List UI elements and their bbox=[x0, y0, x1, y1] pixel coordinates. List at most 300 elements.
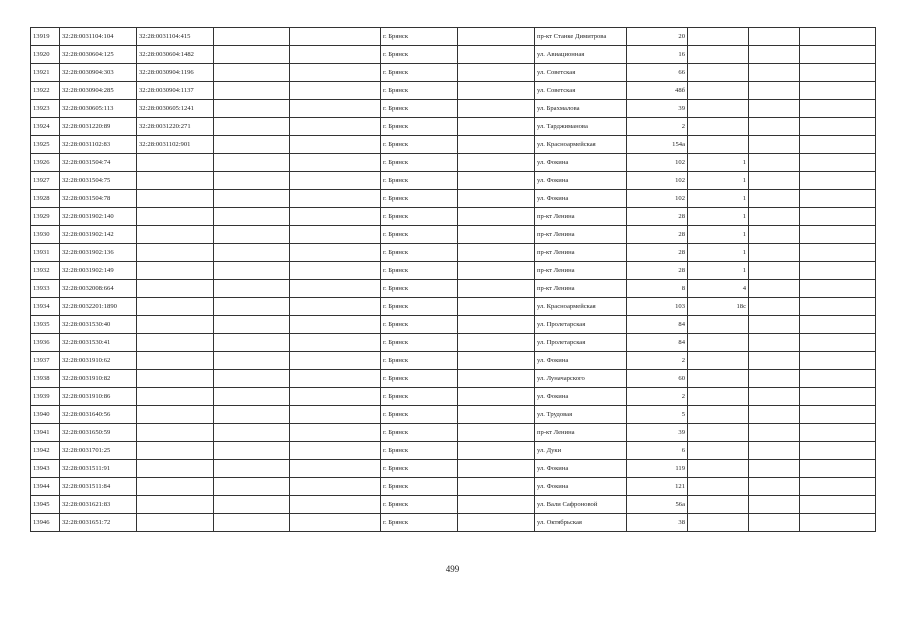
table-row bbox=[31, 118, 876, 136]
empty-cell bbox=[749, 172, 800, 190]
empty-cell bbox=[749, 316, 800, 334]
empty-cell bbox=[458, 46, 535, 64]
house-number-cell: 28 bbox=[627, 208, 688, 226]
building-number-cell bbox=[688, 388, 749, 406]
empty-cell bbox=[290, 64, 381, 82]
empty-cell bbox=[214, 352, 290, 370]
empty-cell bbox=[290, 442, 381, 460]
cadastral-number-cell: 32:28:0031504:78 bbox=[60, 190, 137, 208]
street-cell: пр-кт Ленина bbox=[535, 244, 627, 262]
building-number-cell bbox=[688, 118, 749, 136]
record-number-cell: 13929 bbox=[31, 208, 60, 226]
empty-cell bbox=[290, 478, 381, 496]
empty-cell bbox=[458, 28, 535, 46]
street-cell: ул. Красноармейская bbox=[535, 136, 627, 154]
street-cell: пр-кт Ленина bbox=[535, 226, 627, 244]
previous-cadastral-number-cell bbox=[137, 334, 214, 352]
previous-cadastral-number-cell bbox=[137, 298, 214, 316]
table-row bbox=[31, 244, 876, 262]
empty-cell bbox=[458, 406, 535, 424]
cadastral-number-cell: 32:28:0031102:83 bbox=[60, 136, 137, 154]
cadastral-number-cell: 32:28:0031650:59 bbox=[60, 424, 137, 442]
cadastral-number-cell: 32:28:0030904:303 bbox=[60, 64, 137, 82]
registry-sheet bbox=[30, 27, 875, 532]
empty-cell bbox=[800, 370, 876, 388]
street-cell: ул. Советская bbox=[535, 82, 627, 100]
building-number-cell bbox=[688, 514, 749, 532]
house-number-cell: 28 bbox=[627, 262, 688, 280]
building-number-cell: 4 bbox=[688, 280, 749, 298]
table-row bbox=[31, 100, 876, 118]
empty-cell bbox=[749, 208, 800, 226]
street-cell: пр-кт Ленина bbox=[535, 262, 627, 280]
street-cell: ул. Фокина bbox=[535, 478, 627, 496]
empty-cell bbox=[800, 100, 876, 118]
empty-cell bbox=[290, 208, 381, 226]
empty-cell bbox=[800, 28, 876, 46]
empty-cell bbox=[749, 478, 800, 496]
empty-cell bbox=[290, 316, 381, 334]
empty-cell bbox=[290, 226, 381, 244]
table-row bbox=[31, 334, 876, 352]
empty-cell bbox=[290, 46, 381, 64]
registry-rows bbox=[31, 28, 876, 532]
empty-cell bbox=[290, 82, 381, 100]
empty-cell bbox=[800, 334, 876, 352]
previous-cadastral-number-cell: 32:28:0030604:1482 bbox=[137, 46, 214, 64]
previous-cadastral-number-cell bbox=[137, 514, 214, 532]
empty-cell bbox=[290, 352, 381, 370]
previous-cadastral-number-cell bbox=[137, 208, 214, 226]
city-cell: г. Брянск bbox=[381, 118, 458, 136]
previous-cadastral-number-cell bbox=[137, 496, 214, 514]
empty-cell bbox=[458, 496, 535, 514]
cadastral-number-cell: 32:28:0031701:25 bbox=[60, 442, 137, 460]
empty-cell bbox=[290, 118, 381, 136]
empty-cell bbox=[800, 280, 876, 298]
empty-cell bbox=[458, 514, 535, 532]
empty-cell bbox=[290, 136, 381, 154]
empty-cell bbox=[290, 28, 381, 46]
empty-cell bbox=[800, 226, 876, 244]
city-cell: г. Брянск bbox=[381, 298, 458, 316]
record-number-cell: 13940 bbox=[31, 406, 60, 424]
previous-cadastral-number-cell bbox=[137, 280, 214, 298]
empty-cell bbox=[800, 514, 876, 532]
empty-cell bbox=[214, 442, 290, 460]
record-number-cell: 13930 bbox=[31, 226, 60, 244]
table-row bbox=[31, 28, 876, 46]
city-cell: г. Брянск bbox=[381, 46, 458, 64]
empty-cell bbox=[214, 244, 290, 262]
empty-cell bbox=[290, 262, 381, 280]
empty-cell bbox=[214, 316, 290, 334]
house-number-cell: 48б bbox=[627, 82, 688, 100]
empty-cell bbox=[800, 208, 876, 226]
city-cell: г. Брянск bbox=[381, 424, 458, 442]
empty-cell bbox=[749, 136, 800, 154]
building-number-cell: 1 bbox=[688, 244, 749, 262]
house-number-cell: 16 bbox=[627, 46, 688, 64]
cadastral-number-cell: 32:28:0031902:142 bbox=[60, 226, 137, 244]
empty-cell bbox=[214, 154, 290, 172]
city-cell: г. Брянск bbox=[381, 316, 458, 334]
empty-cell bbox=[800, 316, 876, 334]
record-number-cell: 13922 bbox=[31, 82, 60, 100]
record-number-cell: 13924 bbox=[31, 118, 60, 136]
table-row bbox=[31, 280, 876, 298]
house-number-cell: 102 bbox=[627, 154, 688, 172]
empty-cell bbox=[800, 154, 876, 172]
record-number-cell: 13934 bbox=[31, 298, 60, 316]
empty-cell bbox=[290, 244, 381, 262]
empty-cell bbox=[458, 64, 535, 82]
table-row bbox=[31, 388, 876, 406]
house-number-cell: 102 bbox=[627, 190, 688, 208]
cadastral-number-cell: 32:28:0031902:149 bbox=[60, 262, 137, 280]
table-row bbox=[31, 46, 876, 64]
cadastral-number-cell: 32:28:0031511:91 bbox=[60, 460, 137, 478]
empty-cell bbox=[458, 82, 535, 100]
empty-cell bbox=[458, 118, 535, 136]
city-cell: г. Брянск bbox=[381, 496, 458, 514]
street-cell: ул. Луначарского bbox=[535, 370, 627, 388]
empty-cell bbox=[458, 190, 535, 208]
empty-cell bbox=[749, 100, 800, 118]
record-number-cell: 13931 bbox=[31, 244, 60, 262]
city-cell: г. Брянск bbox=[381, 370, 458, 388]
empty-cell bbox=[458, 442, 535, 460]
house-number-cell: 2 bbox=[627, 352, 688, 370]
previous-cadastral-number-cell bbox=[137, 406, 214, 424]
empty-cell bbox=[800, 406, 876, 424]
empty-cell bbox=[749, 388, 800, 406]
building-number-cell: 1 bbox=[688, 226, 749, 244]
city-cell: г. Брянск bbox=[381, 280, 458, 298]
empty-cell bbox=[214, 460, 290, 478]
previous-cadastral-number-cell bbox=[137, 244, 214, 262]
cadastral-number-cell: 32:28:0032008:664 bbox=[60, 280, 137, 298]
previous-cadastral-number-cell bbox=[137, 172, 214, 190]
city-cell: г. Брянск bbox=[381, 244, 458, 262]
record-number-cell: 13936 bbox=[31, 334, 60, 352]
empty-cell bbox=[290, 370, 381, 388]
empty-cell bbox=[214, 208, 290, 226]
cadastral-number-cell: 32:28:0031621:83 bbox=[60, 496, 137, 514]
street-cell: ул. Дуки bbox=[535, 442, 627, 460]
empty-cell bbox=[290, 190, 381, 208]
table-row bbox=[31, 226, 876, 244]
building-number-cell bbox=[688, 352, 749, 370]
street-cell: ул. Брахмалова bbox=[535, 100, 627, 118]
record-number-cell: 13942 bbox=[31, 442, 60, 460]
street-cell: пр-кт Ленина bbox=[535, 424, 627, 442]
building-number-cell bbox=[688, 64, 749, 82]
city-cell: г. Брянск bbox=[381, 82, 458, 100]
empty-cell bbox=[458, 244, 535, 262]
empty-cell bbox=[290, 496, 381, 514]
empty-cell bbox=[214, 190, 290, 208]
empty-cell bbox=[800, 388, 876, 406]
house-number-cell: 121 bbox=[627, 478, 688, 496]
street-cell: ул. Красноармейская bbox=[535, 298, 627, 316]
building-number-cell bbox=[688, 46, 749, 64]
table-row bbox=[31, 208, 876, 226]
empty-cell bbox=[214, 100, 290, 118]
empty-cell bbox=[214, 82, 290, 100]
empty-cell bbox=[458, 316, 535, 334]
table-row bbox=[31, 352, 876, 370]
empty-cell bbox=[290, 406, 381, 424]
street-cell: ул. Фокина bbox=[535, 172, 627, 190]
empty-cell bbox=[214, 424, 290, 442]
empty-cell bbox=[800, 136, 876, 154]
building-number-cell bbox=[688, 136, 749, 154]
empty-cell bbox=[749, 424, 800, 442]
street-cell: ул. Вали Сафроновой bbox=[535, 496, 627, 514]
building-number-cell bbox=[688, 478, 749, 496]
city-cell: г. Брянск bbox=[381, 28, 458, 46]
record-number-cell: 13943 bbox=[31, 460, 60, 478]
empty-cell bbox=[458, 388, 535, 406]
street-cell: ул. Фокина bbox=[535, 352, 627, 370]
previous-cadastral-number-cell bbox=[137, 388, 214, 406]
previous-cadastral-number-cell: 32:28:0030605:1241 bbox=[137, 100, 214, 118]
previous-cadastral-number-cell bbox=[137, 190, 214, 208]
empty-cell bbox=[800, 478, 876, 496]
empty-cell bbox=[749, 496, 800, 514]
record-number-cell: 13927 bbox=[31, 172, 60, 190]
empty-cell bbox=[749, 514, 800, 532]
table-row bbox=[31, 406, 876, 424]
street-cell: ул. Октябрьская bbox=[535, 514, 627, 532]
city-cell: г. Брянск bbox=[381, 460, 458, 478]
house-number-cell: 2 bbox=[627, 388, 688, 406]
record-number-cell: 13946 bbox=[31, 514, 60, 532]
empty-cell bbox=[749, 46, 800, 64]
empty-cell bbox=[800, 352, 876, 370]
record-number-cell: 13945 bbox=[31, 496, 60, 514]
empty-cell bbox=[214, 478, 290, 496]
empty-cell bbox=[290, 514, 381, 532]
street-cell: ул. Пролетарская bbox=[535, 334, 627, 352]
street-cell: пр-кт Ленина bbox=[535, 208, 627, 226]
empty-cell bbox=[290, 154, 381, 172]
cadastral-number-cell: 32:28:0031902:140 bbox=[60, 208, 137, 226]
building-number-cell bbox=[688, 442, 749, 460]
house-number-cell: 38 bbox=[627, 514, 688, 532]
empty-cell bbox=[214, 406, 290, 424]
street-cell: пр-кт Ленина bbox=[535, 280, 627, 298]
previous-cadastral-number-cell: 32:28:0030904:1137 bbox=[137, 82, 214, 100]
previous-cadastral-number-cell bbox=[137, 226, 214, 244]
cadastral-number-cell: 32:28:0031504:75 bbox=[60, 172, 137, 190]
empty-cell bbox=[290, 298, 381, 316]
house-number-cell: 154а bbox=[627, 136, 688, 154]
record-number-cell: 13933 bbox=[31, 280, 60, 298]
empty-cell bbox=[214, 136, 290, 154]
building-number-cell bbox=[688, 334, 749, 352]
cadastral-number-cell: 32:28:0030604:125 bbox=[60, 46, 137, 64]
empty-cell bbox=[214, 28, 290, 46]
city-cell: г. Брянск bbox=[381, 190, 458, 208]
building-number-cell bbox=[688, 82, 749, 100]
empty-cell bbox=[800, 64, 876, 82]
empty-cell bbox=[214, 226, 290, 244]
house-number-cell: 66 bbox=[627, 64, 688, 82]
city-cell: г. Брянск bbox=[381, 226, 458, 244]
cadastral-number-cell: 32:28:0030904:285 bbox=[60, 82, 137, 100]
empty-cell bbox=[214, 118, 290, 136]
empty-cell bbox=[290, 334, 381, 352]
empty-cell bbox=[290, 388, 381, 406]
empty-cell bbox=[749, 280, 800, 298]
empty-cell bbox=[458, 280, 535, 298]
city-cell: г. Брянск bbox=[381, 262, 458, 280]
city-cell: г. Брянск bbox=[381, 172, 458, 190]
table-row bbox=[31, 496, 876, 514]
record-number-cell: 13923 bbox=[31, 100, 60, 118]
empty-cell bbox=[749, 334, 800, 352]
empty-cell bbox=[749, 262, 800, 280]
empty-cell bbox=[800, 424, 876, 442]
empty-cell bbox=[214, 172, 290, 190]
table-row bbox=[31, 262, 876, 280]
empty-cell bbox=[458, 478, 535, 496]
empty-cell bbox=[458, 172, 535, 190]
building-number-cell bbox=[688, 28, 749, 46]
previous-cadastral-number-cell: 32:28:0031104:415 bbox=[137, 28, 214, 46]
building-number-cell: 1 bbox=[688, 154, 749, 172]
empty-cell bbox=[458, 100, 535, 118]
house-number-cell: 5 bbox=[627, 406, 688, 424]
cadastral-number-cell: 32:28:0031220:89 bbox=[60, 118, 137, 136]
previous-cadastral-number-cell bbox=[137, 316, 214, 334]
city-cell: г. Брянск bbox=[381, 478, 458, 496]
empty-cell bbox=[214, 46, 290, 64]
empty-cell bbox=[749, 460, 800, 478]
building-number-cell bbox=[688, 406, 749, 424]
table-row bbox=[31, 190, 876, 208]
empty-cell bbox=[458, 208, 535, 226]
building-number-cell bbox=[688, 460, 749, 478]
city-cell: г. Брянск bbox=[381, 406, 458, 424]
empty-cell bbox=[214, 496, 290, 514]
cadastral-number-cell: 32:28:0031640:56 bbox=[60, 406, 137, 424]
city-cell: г. Брянск bbox=[381, 514, 458, 532]
empty-cell bbox=[290, 424, 381, 442]
cadastral-number-cell: 32:28:0032201:1890 bbox=[60, 298, 137, 316]
previous-cadastral-number-cell bbox=[137, 424, 214, 442]
house-number-cell: 2 bbox=[627, 118, 688, 136]
empty-cell bbox=[458, 424, 535, 442]
table-row bbox=[31, 370, 876, 388]
record-number-cell: 13925 bbox=[31, 136, 60, 154]
empty-cell bbox=[458, 154, 535, 172]
record-number-cell: 13941 bbox=[31, 424, 60, 442]
cadastral-number-cell: 32:28:0031504:74 bbox=[60, 154, 137, 172]
empty-cell bbox=[214, 334, 290, 352]
empty-cell bbox=[458, 370, 535, 388]
house-number-cell: 84 bbox=[627, 316, 688, 334]
house-number-cell: 84 bbox=[627, 334, 688, 352]
building-number-cell bbox=[688, 316, 749, 334]
empty-cell bbox=[749, 406, 800, 424]
empty-cell bbox=[749, 190, 800, 208]
empty-cell bbox=[800, 118, 876, 136]
cadastral-number-cell: 32:28:0031902:136 bbox=[60, 244, 137, 262]
cadastral-number-cell: 32:28:0030605:113 bbox=[60, 100, 137, 118]
building-number-cell: 1 bbox=[688, 190, 749, 208]
cadastral-number-cell: 32:28:0031910:86 bbox=[60, 388, 137, 406]
building-number-cell: 1 bbox=[688, 172, 749, 190]
table-row bbox=[31, 136, 876, 154]
table-row bbox=[31, 172, 876, 190]
empty-cell bbox=[290, 100, 381, 118]
empty-cell bbox=[214, 298, 290, 316]
record-number-cell: 13928 bbox=[31, 190, 60, 208]
cadastral-number-cell: 32:28:0031530:40 bbox=[60, 316, 137, 334]
record-number-cell: 13932 bbox=[31, 262, 60, 280]
house-number-cell: 39 bbox=[627, 100, 688, 118]
cadastral-number-cell: 32:28:0031910:82 bbox=[60, 370, 137, 388]
empty-cell bbox=[749, 352, 800, 370]
empty-cell bbox=[458, 334, 535, 352]
previous-cadastral-number-cell: 32:28:0031220:271 bbox=[137, 118, 214, 136]
house-number-cell: 102 bbox=[627, 172, 688, 190]
empty-cell bbox=[749, 226, 800, 244]
empty-cell bbox=[214, 388, 290, 406]
table-row bbox=[31, 82, 876, 100]
house-number-cell: 20 bbox=[627, 28, 688, 46]
record-number-cell: 13935 bbox=[31, 316, 60, 334]
empty-cell bbox=[749, 82, 800, 100]
city-cell: г. Брянск bbox=[381, 334, 458, 352]
empty-cell bbox=[290, 172, 381, 190]
empty-cell bbox=[458, 136, 535, 154]
empty-cell bbox=[800, 298, 876, 316]
page-number: 499 bbox=[445, 564, 460, 574]
house-number-cell: 6 bbox=[627, 442, 688, 460]
table-row bbox=[31, 442, 876, 460]
table-row bbox=[31, 514, 876, 532]
cadastral-number-cell: 32:28:0031104:104 bbox=[60, 28, 137, 46]
previous-cadastral-number-cell bbox=[137, 154, 214, 172]
street-cell: ул. Тарджиманова bbox=[535, 118, 627, 136]
city-cell: г. Брянск bbox=[381, 208, 458, 226]
previous-cadastral-number-cell: 32:28:0030904:1196 bbox=[137, 64, 214, 82]
cadastral-number-cell: 32:28:0031651:72 bbox=[60, 514, 137, 532]
house-number-cell: 56а bbox=[627, 496, 688, 514]
empty-cell bbox=[800, 442, 876, 460]
empty-cell bbox=[800, 460, 876, 478]
empty-cell bbox=[214, 280, 290, 298]
empty-cell bbox=[458, 226, 535, 244]
registry-table bbox=[30, 27, 876, 532]
previous-cadastral-number-cell bbox=[137, 262, 214, 280]
house-number-cell: 28 bbox=[627, 244, 688, 262]
city-cell: г. Брянск bbox=[381, 352, 458, 370]
empty-cell bbox=[800, 496, 876, 514]
house-number-cell: 60 bbox=[627, 370, 688, 388]
empty-cell bbox=[800, 262, 876, 280]
record-number-cell: 13937 bbox=[31, 352, 60, 370]
street-cell: ул. Трудовая bbox=[535, 406, 627, 424]
previous-cadastral-number-cell bbox=[137, 442, 214, 460]
empty-cell bbox=[749, 118, 800, 136]
empty-cell bbox=[214, 64, 290, 82]
city-cell: г. Брянск bbox=[381, 64, 458, 82]
